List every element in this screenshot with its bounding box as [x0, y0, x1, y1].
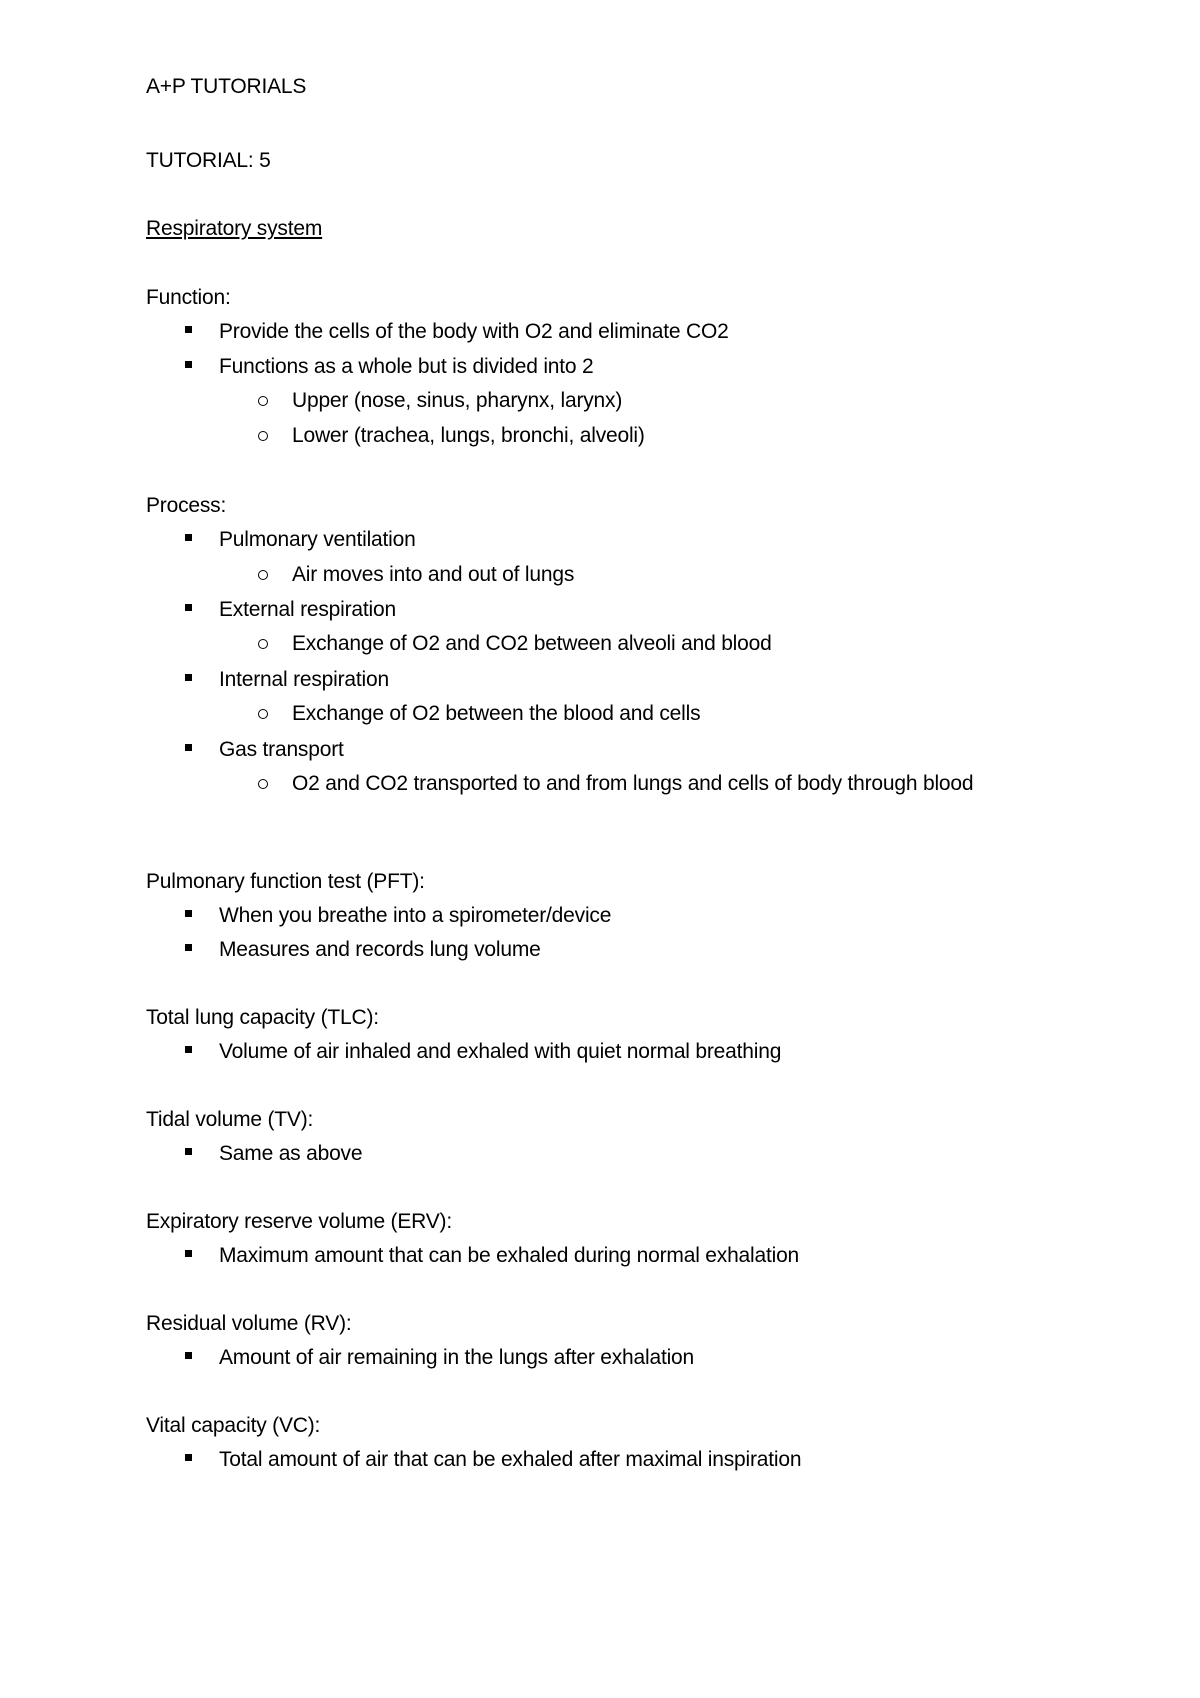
circle-bullet-icon: [258, 779, 268, 789]
circle-bullet-icon: [258, 396, 268, 406]
pft-item: Measures and records lung volume: [219, 938, 541, 961]
tlc-heading: Total lung capacity (TLC):: [146, 1006, 379, 1029]
vc-item: Total amount of air that can be exhaled after maximal inspiration: [219, 1448, 802, 1471]
topic-heading: Respiratory system: [146, 217, 323, 240]
process-subitem: Exchange of O2 and CO2 between alveoli and blood: [292, 632, 772, 655]
square-bullet-icon: [185, 1352, 192, 1359]
square-bullet-icon: [185, 534, 192, 541]
function-item: Provide the cells of the body with O2 and eliminate CO2: [219, 320, 729, 343]
tv-heading: Tidal volume (TV):: [146, 1108, 314, 1131]
square-bullet-icon: [185, 326, 192, 333]
process-subitem: Exchange of O2 between the blood and cells: [292, 702, 701, 725]
square-bullet-icon: [185, 910, 192, 917]
process-subitem: Air moves into and out of lungs: [292, 563, 575, 586]
process-item: External respiration: [219, 598, 396, 621]
square-bullet-icon: [185, 674, 192, 681]
square-bullet-icon: [185, 744, 192, 751]
process-subitem: O2 and CO2 transported to and from lungs and cells of body through blood: [292, 772, 974, 795]
rv-heading: Residual volume (RV):: [146, 1312, 352, 1335]
function-heading: Function:: [146, 286, 231, 309]
square-bullet-icon: [185, 1148, 192, 1155]
rv-item: Amount of air remaining in the lungs after exhalation: [219, 1346, 695, 1369]
erv-heading: Expiratory reserve volume (ERV):: [146, 1210, 452, 1233]
function-subitem: Upper (nose, sinus, pharynx, larynx): [292, 389, 623, 412]
process-item: Gas transport: [219, 738, 344, 761]
vc-heading: Vital capacity (VC):: [146, 1414, 321, 1437]
process-item: Internal respiration: [219, 668, 389, 691]
document-title: A+P TUTORIALS: [146, 75, 307, 98]
square-bullet-icon: [185, 944, 192, 951]
tutorial-label: TUTORIAL: 5: [146, 149, 271, 172]
pft-heading: Pulmonary function test (PFT):: [146, 870, 425, 893]
process-heading: Process:: [146, 494, 227, 517]
circle-bullet-icon: [258, 639, 268, 649]
circle-bullet-icon: [258, 709, 268, 719]
square-bullet-icon: [185, 361, 192, 368]
square-bullet-icon: [185, 1250, 192, 1257]
circle-bullet-icon: [258, 431, 268, 441]
process-item: Pulmonary ventilation: [219, 528, 416, 551]
square-bullet-icon: [185, 604, 192, 611]
square-bullet-icon: [185, 1046, 192, 1053]
circle-bullet-icon: [258, 570, 268, 580]
tlc-item: Volume of air inhaled and exhaled with quiet normal breathing: [219, 1040, 782, 1063]
erv-item: Maximum amount that can be exhaled during normal exhalation: [219, 1244, 800, 1267]
function-subitem: Lower (trachea, lungs, bronchi, alveoli): [292, 424, 645, 447]
square-bullet-icon: [185, 1454, 192, 1461]
pft-item: When you breathe into a spirometer/device: [219, 904, 612, 927]
function-item: Functions as a whole but is divided into 2: [219, 355, 594, 378]
tv-item: Same as above: [219, 1142, 363, 1165]
